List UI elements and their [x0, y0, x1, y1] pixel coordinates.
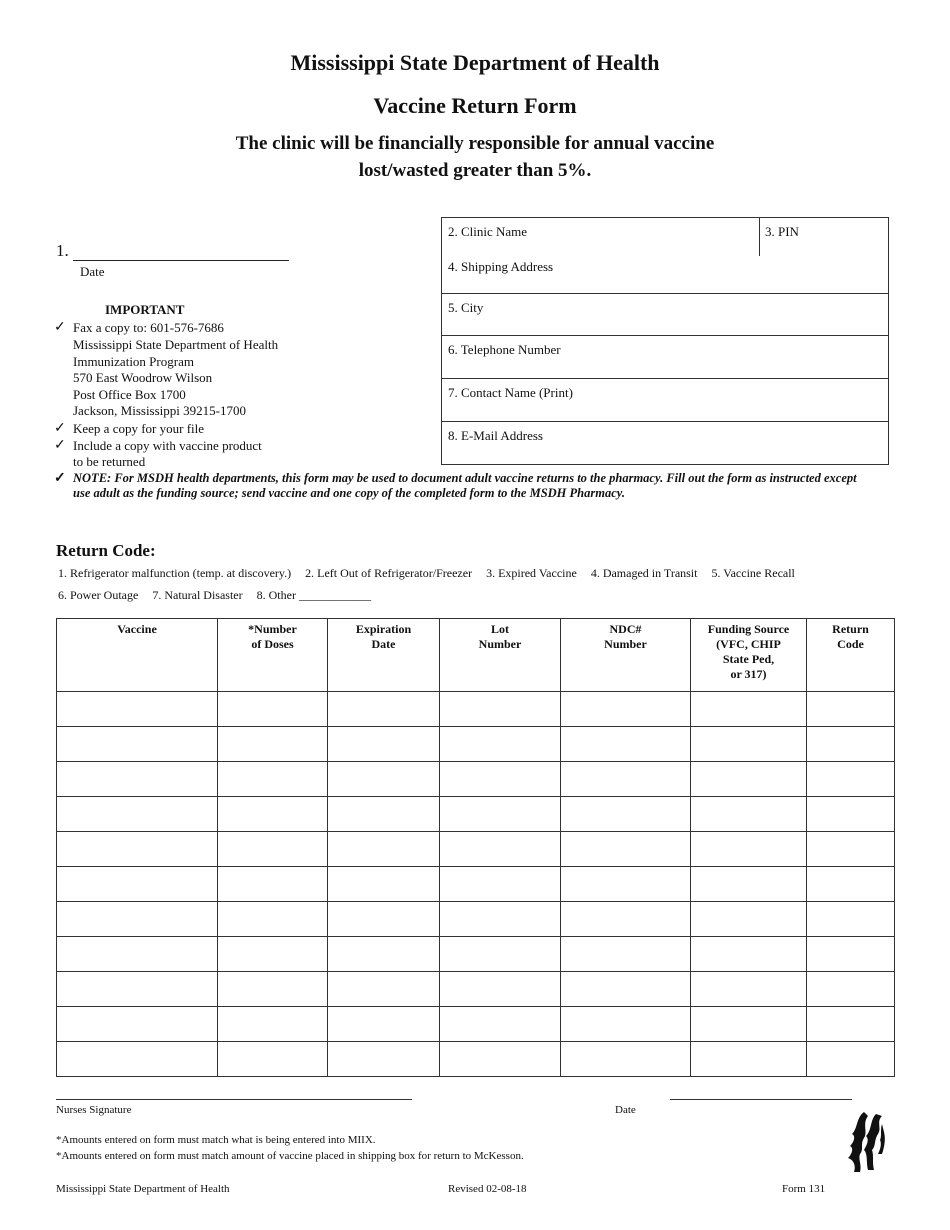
city-label: 5. City: [448, 300, 484, 315]
table-cell[interactable]: [57, 1042, 218, 1077]
table-row: [57, 1042, 895, 1077]
column-header-ndc: NDC# Number: [561, 619, 691, 692]
clinic-name-label: 2. Clinic Name: [448, 224, 528, 239]
table-row: [57, 972, 895, 1007]
msdh-note-text: NOTE: For MSDH health departments, this form may be used to document adult vaccine returns to the pharmacy. Fill out the form as instructed except use adult as the funding source; send vaccine and one copy of the completed form to the MSDH Pharmacy.: [73, 471, 857, 500]
table-cell[interactable]: [561, 1042, 691, 1077]
return-code-line-2: [58, 588, 382, 603]
return-code-item: 6. Power Outage: [58, 588, 139, 602]
table-cell[interactable]: [807, 832, 895, 867]
footer-org: Mississippi State Department of Health: [56, 1183, 230, 1195]
table-cell[interactable]: [218, 867, 328, 902]
important-heading: IMPORTANT: [105, 302, 185, 317]
table-row: [57, 692, 895, 727]
table-cell[interactable]: [57, 797, 218, 832]
organization-title: Mississippi State Department of Health: [290, 50, 660, 75]
table-cell[interactable]: [328, 867, 440, 902]
table-row: [57, 832, 895, 867]
table-cell[interactable]: [561, 902, 691, 937]
shipping-address-label: 4. Shipping Address: [448, 259, 554, 274]
return-code-item: 4. Damaged in Transit: [590, 566, 698, 580]
footer-form-number: Form 131: [782, 1183, 826, 1195]
table-cell[interactable]: [807, 867, 895, 902]
keep-copy-instruction: Keep a copy for your file: [73, 421, 205, 436]
table-cell[interactable]: [440, 797, 561, 832]
vaccine-return-table: [56, 618, 895, 1077]
table-cell[interactable]: [561, 727, 691, 762]
table-row: [57, 727, 895, 762]
column-header-return-code: Return Code: [807, 619, 895, 692]
table-cell[interactable]: [561, 867, 691, 902]
table-cell[interactable]: [440, 832, 561, 867]
table-cell[interactable]: [218, 797, 328, 832]
table-cell[interactable]: [691, 832, 807, 867]
table-cell[interactable]: [440, 972, 561, 1007]
table-cell[interactable]: [328, 832, 440, 867]
table-cell[interactable]: [691, 797, 807, 832]
table-cell[interactable]: [440, 867, 561, 902]
shipping-address-field[interactable]: [442, 256, 888, 294]
table-body: [57, 692, 895, 1077]
check-icon: ✓: [54, 438, 66, 453]
table-cell[interactable]: [218, 1042, 328, 1077]
date-field-line[interactable]: [73, 246, 289, 261]
table-cell[interactable]: [218, 902, 328, 937]
footer-revised: Revised 02-08-18: [448, 1183, 527, 1195]
table-cell[interactable]: [440, 727, 561, 762]
table-header-row: [57, 619, 895, 692]
table-cell[interactable]: [218, 1007, 328, 1042]
table-cell[interactable]: [807, 1007, 895, 1042]
include-copy-instruction-cont: to be returned: [73, 454, 146, 469]
table-cell[interactable]: [691, 902, 807, 937]
table-cell[interactable]: [561, 832, 691, 867]
address-line: 570 East Woodrow Wilson: [73, 370, 213, 385]
table-cell[interactable]: [440, 762, 561, 797]
address-line: Mississippi State Department of Health: [73, 337, 279, 352]
table-cell[interactable]: [807, 797, 895, 832]
table-cell[interactable]: [57, 1007, 218, 1042]
address-line: Post Office Box 1700: [73, 387, 186, 402]
table-cell[interactable]: [440, 1007, 561, 1042]
nurse-signature-label: Nurses Signature: [56, 1104, 132, 1116]
city-field[interactable]: [442, 294, 888, 336]
table-cell[interactable]: [218, 937, 328, 972]
notice-line-2: lost/wasted greater than 5%.: [358, 160, 592, 181]
table-cell[interactable]: [691, 1007, 807, 1042]
table-cell[interactable]: [807, 692, 895, 727]
table-cell[interactable]: [691, 972, 807, 1007]
include-copy-instruction: Include a copy with vaccine product: [73, 438, 262, 453]
table-cell[interactable]: [561, 937, 691, 972]
table-cell[interactable]: [218, 832, 328, 867]
financial-notice: [0, 130, 950, 184]
table-cell[interactable]: [57, 692, 218, 727]
table-cell[interactable]: [691, 727, 807, 762]
table-cell[interactable]: [691, 867, 807, 902]
table-cell[interactable]: [561, 762, 691, 797]
table-cell[interactable]: [57, 972, 218, 1007]
telephone-field[interactable]: [442, 336, 888, 379]
date-field[interactable]: [56, 241, 289, 261]
table-cell[interactable]: [57, 867, 218, 902]
email-label: 8. E-Mail Address: [448, 428, 543, 443]
table-cell[interactable]: [218, 727, 328, 762]
table-cell[interactable]: [57, 832, 218, 867]
table-row: [57, 797, 895, 832]
contact-name-field[interactable]: [442, 379, 888, 422]
table-cell[interactable]: [328, 937, 440, 972]
address-line: Jackson, Mississippi 39215-1700: [73, 403, 246, 418]
return-code-item: 5. Vaccine Recall: [711, 566, 795, 580]
return-code-item: 7. Natural Disaster: [152, 588, 243, 602]
table-row: [57, 937, 895, 972]
table-cell[interactable]: [691, 937, 807, 972]
column-header-expiration: Expiration Date: [328, 619, 440, 692]
return-code-item: 2. Left Out of Refrigerator/Freezer: [305, 566, 473, 580]
table-cell[interactable]: [328, 727, 440, 762]
table-cell[interactable]: [218, 692, 328, 727]
email-field[interactable]: [442, 422, 888, 464]
signature-date-label: Date: [615, 1104, 636, 1116]
table-cell[interactable]: [328, 972, 440, 1007]
signature-date-line[interactable]: [670, 1099, 852, 1100]
nurse-signature-line[interactable]: [56, 1099, 412, 1100]
return-code-title: Return Code:: [56, 541, 156, 560]
table-cell[interactable]: [807, 762, 895, 797]
fax-instruction: Fax a copy to: 601-576-7686: [73, 320, 224, 335]
check-icon: ✓: [54, 471, 66, 486]
form-title: Vaccine Return Form: [373, 93, 577, 118]
table-cell[interactable]: [57, 727, 218, 762]
column-header-funding: Funding Source (VFC, CHIP State Ped, or 317): [691, 619, 807, 692]
table-row: [57, 867, 895, 902]
table-cell[interactable]: [328, 1007, 440, 1042]
table-cell[interactable]: [328, 692, 440, 727]
table-cell[interactable]: [807, 1042, 895, 1077]
table-cell[interactable]: [440, 692, 561, 727]
table-cell[interactable]: [561, 972, 691, 1007]
table-cell[interactable]: [807, 937, 895, 972]
return-code-line-1: [58, 566, 806, 581]
table-cell[interactable]: [57, 937, 218, 972]
return-code-item: 8. Other ____________: [256, 588, 371, 602]
table-cell[interactable]: [561, 1007, 691, 1042]
table-cell[interactable]: [440, 902, 561, 937]
check-icon: ✓: [54, 421, 66, 436]
table-cell[interactable]: [440, 937, 561, 972]
table-cell[interactable]: [807, 902, 895, 937]
table-cell[interactable]: [440, 1042, 561, 1077]
table-cell[interactable]: [328, 902, 440, 937]
date-field-number: 1.: [56, 241, 69, 260]
footnote: *Amounts entered on form must match what is being entered into MIIX.: [56, 1134, 376, 1146]
date-field-label: Date: [80, 264, 105, 279]
return-code-item: 3. Expired Vaccine: [486, 566, 577, 580]
clinic-info-box: [441, 217, 889, 465]
table-cell[interactable]: [218, 972, 328, 1007]
contact-name-label: 7. Contact Name (Print): [448, 385, 573, 400]
return-code-item: 1. Refrigerator malfunction (temp. at discovery.): [58, 566, 292, 580]
check-icon: ✓: [54, 320, 66, 335]
column-header-lot: Lot Number: [440, 619, 561, 692]
table-cell[interactable]: [57, 762, 218, 797]
table-cell[interactable]: [807, 972, 895, 1007]
table-row: [57, 1007, 895, 1042]
table-cell[interactable]: [218, 762, 328, 797]
table-cell[interactable]: [691, 762, 807, 797]
table-row: [57, 762, 895, 797]
msdh-logo-icon: [846, 1110, 886, 1174]
table-cell[interactable]: [561, 692, 691, 727]
table-cell[interactable]: [328, 762, 440, 797]
table-cell[interactable]: [328, 797, 440, 832]
address-line: Immunization Program: [73, 354, 194, 369]
table-cell[interactable]: [57, 902, 218, 937]
table-cell[interactable]: [561, 797, 691, 832]
table-row: [57, 902, 895, 937]
msdh-note: [54, 471, 874, 501]
table-cell[interactable]: [691, 692, 807, 727]
footnote: *Amounts entered on form must match amount of vaccine placed in shipping box for return to McKesson.: [56, 1150, 524, 1162]
pin-label: 3. PIN: [765, 224, 799, 239]
column-header-vaccine: Vaccine: [57, 619, 218, 692]
pin-field[interactable]: [759, 218, 889, 256]
table-cell[interactable]: [328, 1042, 440, 1077]
table-cell[interactable]: [807, 727, 895, 762]
table-cell[interactable]: [691, 1042, 807, 1077]
notice-line-1: The clinic will be financially responsible for annual vaccine: [235, 133, 715, 154]
telephone-label: 6. Telephone Number: [448, 342, 561, 357]
column-header-doses: *Number of Doses: [218, 619, 328, 692]
